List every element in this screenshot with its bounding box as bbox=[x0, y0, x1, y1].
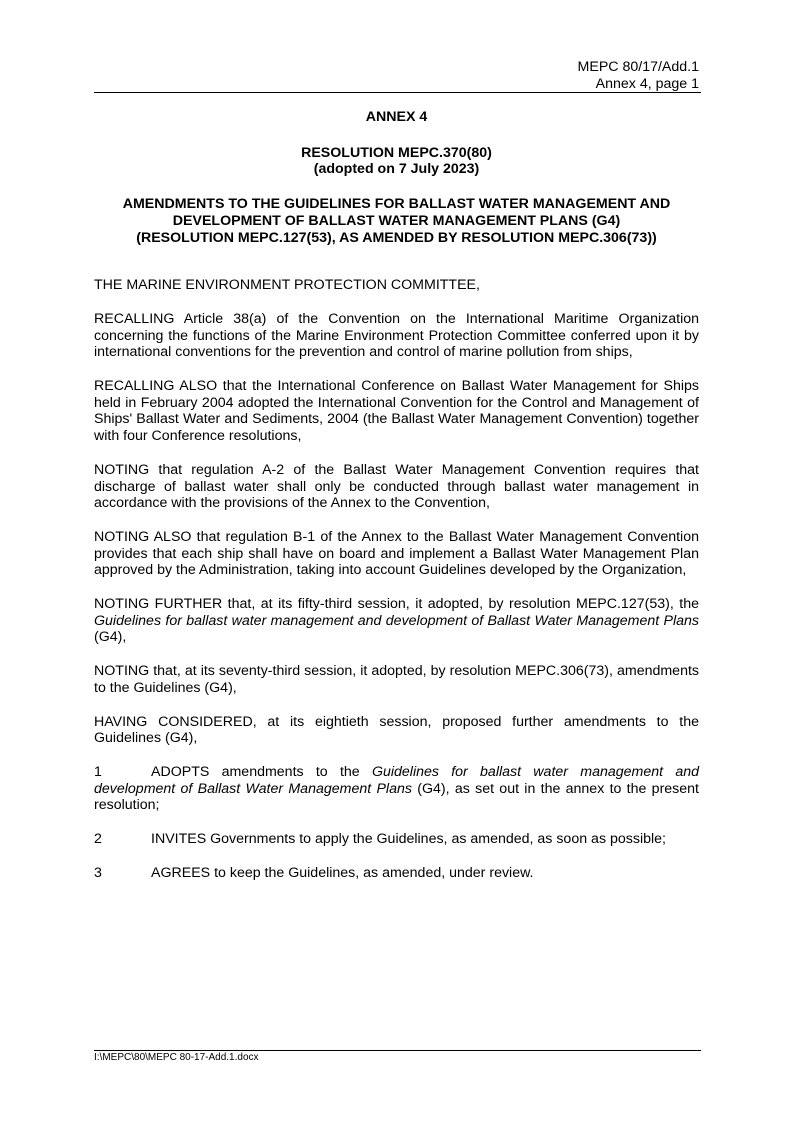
resolution-adopted-date: (adopted on 7 July 2023) bbox=[313, 161, 480, 178]
page-reference: Annex 4, page 1 bbox=[595, 76, 699, 92]
operative-text: (G4), as set out in the annex to the present resolution; bbox=[94, 780, 700, 814]
preamble-text: NOTING FURTHER that, at its fifty-third session, it adopted, by resolution MEPC.127(53), the bbox=[94, 596, 699, 613]
paragraph-number: 1 bbox=[94, 763, 102, 780]
annex-title: ANNEX 4 bbox=[365, 109, 428, 125]
document-body bbox=[94, 109, 699, 882]
footer-file-path: I:\MEPC\80\MEPC 80-17-Add.1.docx bbox=[94, 1052, 259, 1063]
resolution-heading bbox=[94, 145, 699, 178]
title-line: (RESOLUTION MEPC.127(53), AS AMENDED BY RESOLUTION MEPC.306(73)) bbox=[136, 229, 657, 246]
preamble-noting: NOTING that regulation A-2 of the Ballast Water Management Convention requires that discharge of ballast water shall only be conducted through ballast water management in accordance with the provisions of the Annex to the Convention, bbox=[94, 461, 699, 512]
resolution-number: RESOLUTION MEPC.370(80) bbox=[301, 144, 492, 161]
guidelines-title-italic: Guidelines for ballast water management and development of Ballast Water Management Plans bbox=[94, 763, 699, 797]
operative-text: ADOPTS amendments to the bbox=[151, 763, 372, 780]
operative-paragraph-3 bbox=[94, 865, 699, 882]
preamble-noting-also: NOTING ALSO that regulation B-1 of the Annex to the Ballast Water Management Convention provides that each ship shall have on board and implement a Ballast Water Management Plan approved by the Administration, taking into account Guidelines developed by the Organization, bbox=[94, 528, 699, 579]
document-reference: MEPC 80/17/Add.1 bbox=[577, 59, 699, 75]
operative-text: AGREES to keep the Guidelines, as amended, under review. bbox=[151, 864, 534, 881]
paragraph-number: 3 bbox=[94, 864, 102, 881]
guidelines-title-italic: Guidelines for ballast water management and development of Ballast Water Management Plans bbox=[94, 612, 699, 629]
title-line: AMENDMENTS TO THE GUIDELINES FOR BALLAST WATER MANAGEMENT AND bbox=[122, 196, 671, 213]
preamble-having-considered: HAVING CONSIDERED, at its eightieth session, proposed further amendments to the Guidelines (G4), bbox=[94, 713, 699, 747]
preamble-recalling: RECALLING Article 38(a) of the Convention on the International Maritime Organization concerning the functions of the Marine Environment Protection Committee conferred upon it by international conventions for the prevention and control of marine pollution from ships, bbox=[94, 310, 699, 361]
paragraph-number: 2 bbox=[94, 831, 102, 848]
operative-text: INVITES Governments to apply the Guidelines, as amended, as soon as possible; bbox=[151, 831, 666, 848]
preamble-text: (G4), bbox=[94, 629, 127, 646]
operative-paragraph-1 bbox=[94, 764, 699, 814]
resolution-title bbox=[94, 196, 699, 246]
title-line: DEVELOPMENT OF BALLAST WATER MANAGEMENT PLANS (G4) bbox=[172, 212, 621, 229]
operative-paragraph-2 bbox=[94, 831, 699, 848]
committee-line: THE MARINE ENVIRONMENT PROTECTION COMMITTEE, bbox=[94, 277, 480, 294]
page-header bbox=[578, 59, 699, 93]
footer-rule bbox=[94, 1050, 701, 1051]
preamble-noting-amendments: NOTING that, at its seventy-third session, it adopted, by resolution MEPC.306(73), amendments to the Guidelines (G4), bbox=[94, 663, 699, 696]
header-rule bbox=[94, 92, 701, 93]
preamble-noting-further bbox=[94, 596, 699, 646]
preamble-recalling-also: RECALLING ALSO that the International Conference on Ballast Water Management for Ships held in February 2004 adopted the International Convention for the Control and Management of Ships' Ballast Water and Sediments, 2004 (the Ballast Water Management Convention) together with four Conference resolutions, bbox=[94, 378, 699, 445]
